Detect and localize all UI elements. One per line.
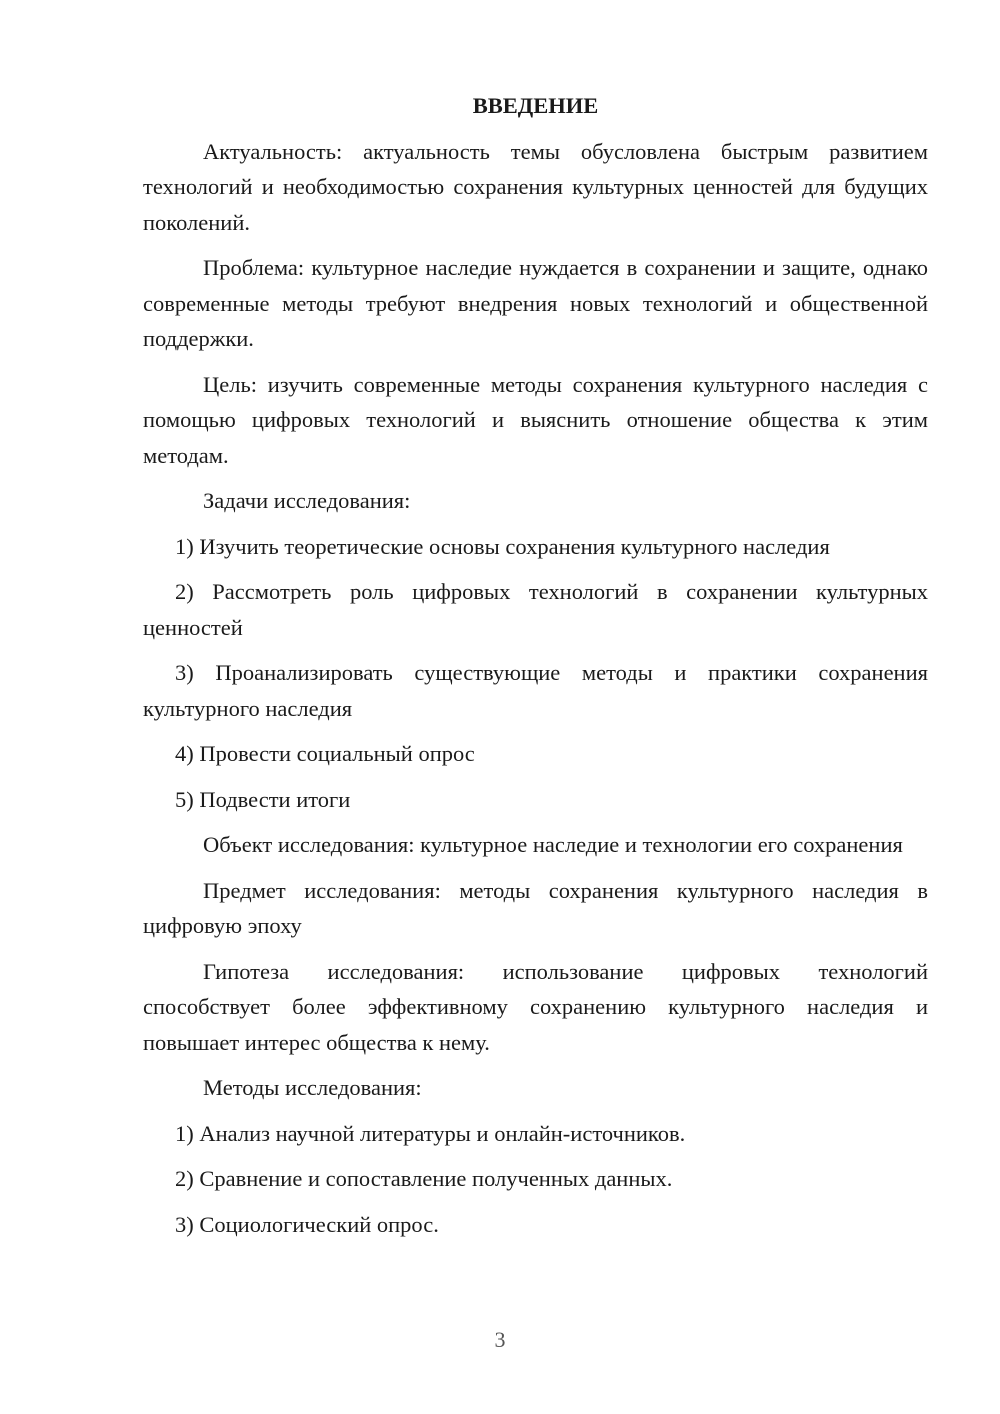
task-item: 2) Рассмотреть роль цифровых технологий в сохранении культурных ценностей [143, 579, 928, 640]
task-item: 5) Подвести итоги [175, 786, 351, 812]
goal-paragraph: Цель: изучить современные методы сохранения культурного наследия с помощью цифровых технологий и выяснить отношение общества к этим методам. [143, 371, 928, 468]
subject-paragraph: Предмет исследования: методы сохранения культурного наследия в цифровую эпоху [143, 877, 928, 938]
page-number: 3 [494, 1327, 506, 1352]
method-item: 2) Сравнение и сопоставление полученных данных. [175, 1166, 673, 1191]
task-item: 4) Провести социальный опрос [175, 741, 475, 766]
section-title: ВВЕДЕНИЕ [472, 93, 599, 118]
task-item: 1) Изучить теоретические основы сохранения культурного наследия [175, 533, 830, 559]
methods-heading: Методы исследования: [203, 1075, 422, 1100]
tasks-heading: Задачи исследования: [203, 488, 411, 513]
task-item: 3) Проанализировать существующие методы и практики сохранения культурного наследия [143, 660, 928, 721]
object-paragraph: Объект исследования: культурное наследие и технологии его сохранения [203, 832, 903, 857]
problem-paragraph: Проблема: культурное наследие нуждается в сохранении и защите, однако современные методы требуют внедрения новых технологий и общественной поддержки. [143, 255, 928, 351]
document-page [143, 88, 928, 1252]
method-item: 1) Анализ научной литературы и онлайн-источников. [175, 1120, 686, 1146]
method-item: 3) Социологический опрос. [175, 1211, 439, 1237]
relevance-paragraph: Актуальность: актуальность темы обусловлена быстрым развитием технологий и необходимостью сохранения культурных ценностей для будущих поколений. [143, 138, 928, 235]
hypothesis-paragraph: Гипотеза исследования: использование цифровых технологий способствует более эффективному сохранению культурного наследия и повышает интерес общества к нему. [143, 958, 928, 1055]
